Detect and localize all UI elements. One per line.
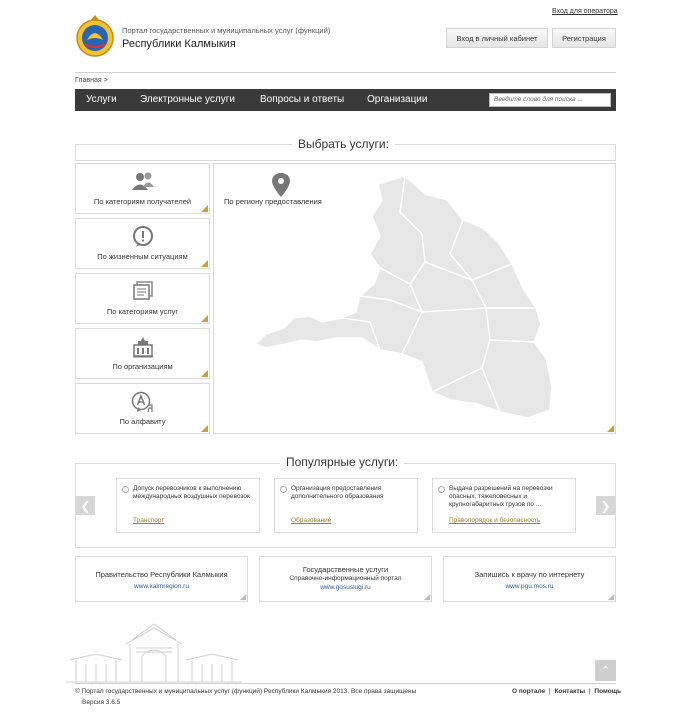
temple-illustration bbox=[66, 620, 242, 684]
popular-service-card[interactable] bbox=[116, 478, 260, 533]
category-label: По категориям получателей bbox=[93, 197, 192, 206]
portal-title: Портал государственных и муниципальных услуг (функций) bbox=[122, 26, 331, 35]
service-title: Организация предоставления дополнительного образования bbox=[291, 485, 384, 500]
service-category-link[interactable]: Образование bbox=[291, 517, 332, 524]
header-divider bbox=[75, 72, 616, 73]
link-subtitle: Справочно-информационный портал bbox=[289, 575, 402, 582]
corner-mark bbox=[201, 205, 208, 212]
choose-services-title: Выбрать услуги: bbox=[292, 137, 395, 151]
alphabet-icon bbox=[76, 391, 209, 411]
corner-mark bbox=[240, 594, 246, 600]
service-title: Допуск перевозчиков к выполнению международных воздушных перевозок bbox=[133, 485, 250, 500]
service-title: Выдача разрешений на перевозки опасных, тяжеловесных и крупногабаритных грузов по ... bbox=[449, 485, 553, 508]
popular-services-title: Популярные услуги: bbox=[280, 455, 404, 469]
category-by-life-situations[interactable] bbox=[75, 218, 210, 269]
link-url: www.pgu.mos.ru bbox=[505, 583, 554, 590]
people-icon bbox=[76, 171, 209, 191]
category-by-recipients[interactable] bbox=[75, 163, 210, 214]
register-button[interactable]: Регистрация bbox=[552, 28, 616, 48]
footer-separator: | bbox=[588, 688, 591, 695]
scroll-top-button[interactable]: ⌃ bbox=[595, 660, 616, 681]
service-category-link[interactable]: Транспорт bbox=[133, 517, 165, 524]
link-url: www.kalmregion.ru bbox=[134, 583, 189, 590]
region-label: По региону предоставления bbox=[224, 197, 322, 206]
search-input[interactable]: Введите слово для поиска ... bbox=[489, 93, 611, 107]
coat-of-arms-logo bbox=[75, 14, 115, 62]
service-category-link[interactable]: Правопорядок и безопасность bbox=[449, 517, 541, 524]
popular-service-card[interactable] bbox=[274, 478, 418, 533]
document-list-icon bbox=[76, 281, 209, 301]
nav-item-faq[interactable]: Вопросы и ответы bbox=[260, 94, 345, 105]
link-title: Запишись к врачу по интернету bbox=[474, 570, 585, 579]
region-title: Республики Калмыкия bbox=[122, 38, 236, 50]
personal-cabinet-button[interactable]: Вход в личный кабинет bbox=[446, 28, 548, 48]
category-by-alphabet[interactable] bbox=[75, 383, 210, 434]
region-map-panel[interactable] bbox=[213, 163, 616, 434]
footer-link-about[interactable]: О портале bbox=[512, 688, 546, 695]
corner-mark bbox=[201, 315, 208, 322]
service-radio[interactable] bbox=[280, 486, 287, 493]
category-label: По организациям bbox=[112, 362, 173, 371]
exclamation-bubble-icon bbox=[76, 226, 209, 246]
link-gosuslugi[interactable] bbox=[259, 556, 432, 602]
nav-item-services[interactable]: Услуги bbox=[86, 94, 117, 105]
link-doctor-appointment[interactable] bbox=[443, 556, 616, 602]
breadcrumb[interactable]: Главная > bbox=[75, 77, 108, 84]
chevron-left-icon[interactable]: ❮ bbox=[76, 496, 95, 515]
version-text: Версия 3.6.5 bbox=[82, 699, 121, 706]
footer-divider bbox=[75, 683, 616, 684]
category-label: По категориям услуг bbox=[106, 307, 179, 316]
building-icon bbox=[76, 336, 209, 356]
footer-links bbox=[512, 688, 621, 695]
category-label: По жизненным ситуациям bbox=[97, 252, 188, 261]
link-government[interactable] bbox=[75, 556, 248, 602]
service-radio[interactable] bbox=[438, 486, 445, 493]
category-by-organizations[interactable] bbox=[75, 328, 210, 379]
kalmykia-map[interactable] bbox=[250, 172, 560, 427]
corner-mark bbox=[608, 594, 614, 600]
footer-separator: | bbox=[548, 688, 551, 695]
popular-service-card[interactable] bbox=[432, 478, 576, 533]
nav-item-organizations[interactable]: Организации bbox=[367, 94, 428, 105]
link-title: Государственные услуги bbox=[302, 565, 389, 574]
corner-mark bbox=[424, 594, 430, 600]
footer-link-contacts[interactable]: Контакты bbox=[554, 688, 586, 695]
category-label: По алфавиту bbox=[119, 417, 166, 426]
footer-link-help[interactable]: Помощь bbox=[594, 688, 622, 695]
chevron-right-icon[interactable]: ❯ bbox=[596, 496, 615, 515]
corner-mark bbox=[201, 260, 208, 267]
main-nav bbox=[75, 89, 616, 111]
operator-login-link[interactable]: Вход для оператора bbox=[552, 8, 618, 15]
link-title: Правительство Республики Калмыкия bbox=[95, 570, 228, 579]
nav-item-electronic-services[interactable]: Электронные услуги bbox=[140, 94, 235, 105]
corner-mark bbox=[607, 425, 614, 432]
link-url: www.gosuslugi.ru bbox=[320, 584, 371, 591]
corner-mark bbox=[201, 425, 208, 432]
copyright-text: © Портал государственных и муниципальных услуг (функций) Республики Калмыкия 2013. Все права защищены bbox=[75, 688, 417, 695]
service-radio[interactable] bbox=[122, 486, 129, 493]
corner-mark bbox=[201, 370, 208, 377]
category-by-service-categories[interactable] bbox=[75, 273, 210, 324]
